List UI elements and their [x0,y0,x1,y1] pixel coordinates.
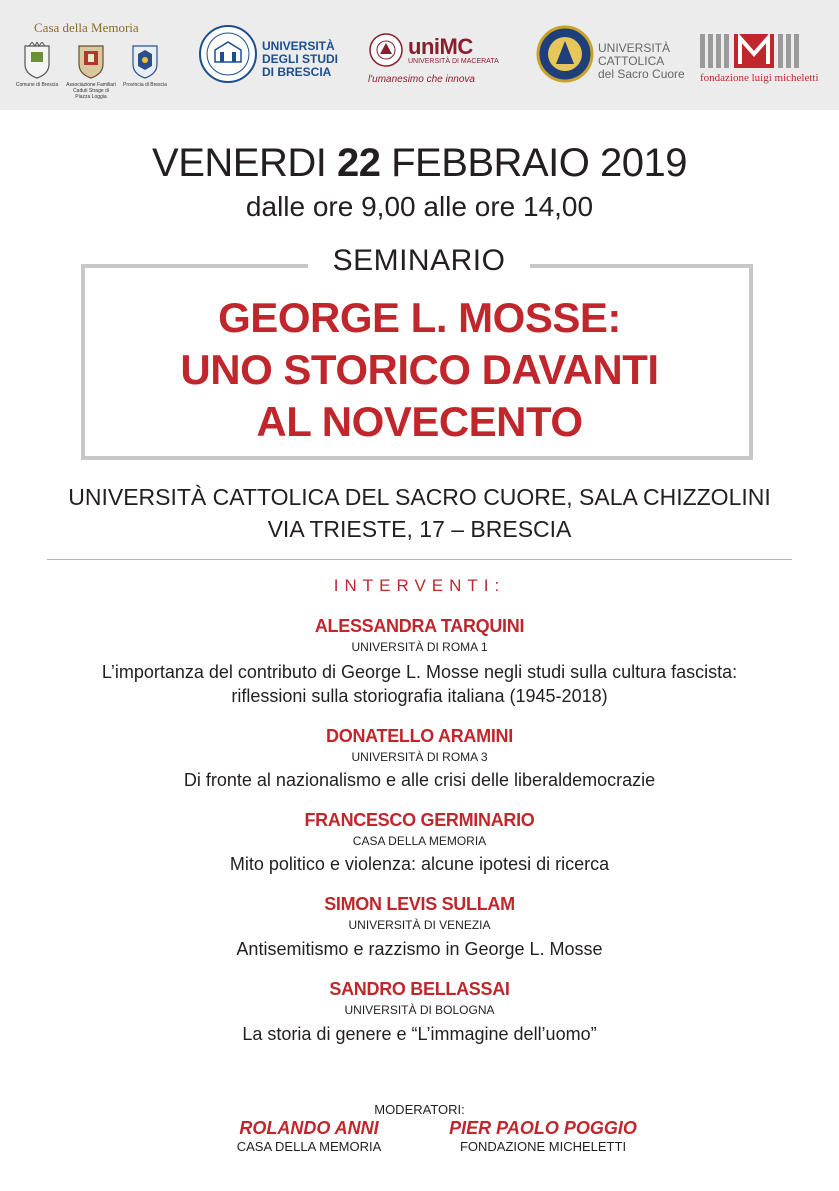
moderator-affiliation: FONDAZIONE MICHELETTI [459,1139,627,1154]
provincia-brescia-crest-icon [130,42,160,80]
section-divider [47,559,792,560]
speaker-name: SANDRO BELLASSAI [329,979,510,999]
crest-caption: Comune di Brescia [15,82,59,88]
ucsc-name-line: UNIVERSITÀ [598,41,671,55]
unibs-name [262,40,338,79]
date-month-year: FEBBRAIO 2019 [380,141,687,185]
unimc-tagline: l'umanesimo che innova [368,74,475,85]
talk-title: riflessioni sulla storiografia italiana (1945-2018) [231,686,608,706]
event-time: dalle ore 9,00 alle ore 14,00 [245,191,594,222]
ucsc-name-line: del Sacro Cuore [598,67,685,81]
speaker-affiliation: UNIVERSITÀ DI BOLOGNA [344,1003,495,1017]
speaker-affiliation: UNIVERSITÀ DI ROMA 3 [351,750,488,764]
speaker-affiliation: UNIVERSITÀ DI VENEZIA [348,918,491,932]
moderator-name: PIER PAOLO POGGIO [449,1118,637,1138]
talk-title: Antisemitismo e razzismo in George L. Mosse [236,939,603,959]
casa-della-memoria-logo [14,14,174,98]
seminar-title-line: AL NOVECENTO [256,398,583,445]
casa-della-memoria-title: Casa della Memoria [34,20,139,35]
talk-title: Di fronte al nazionalismo e alle crisi delle liberaldemocrazie [183,770,656,790]
logo-header [0,0,839,110]
crest-caption: Associazione Familiari Caduti Strage di Piazza Loggia [66,82,116,100]
micheletti-bars-icon [700,34,800,68]
unimc-seal-icon [368,32,404,68]
venue-address: VIA TRIESTE, 17 – BRESCIA [267,516,572,542]
moderator-affiliation: CASA DELLA MEMORIA [236,1139,382,1154]
unibs-seal-icon [198,24,258,84]
speaker-name: SIMON LEVIS SULLAM [324,894,515,914]
ucsc-name [598,42,685,81]
unibs-name-line: UNIVERSITÀ [262,39,335,53]
speaker-name: DONATELLO ARAMINI [326,726,513,746]
moderator [433,1118,653,1154]
moderator-name: ROLANDO ANNI [239,1118,379,1138]
moderator [209,1118,409,1154]
event-date [0,140,839,186]
unimc-subtitle: UNIVERSITÀ DI MACERATA [408,58,499,65]
unibs-name-line: DEGLI STUDI [262,52,339,66]
unibs-logo [198,14,338,98]
micheletti-name: fondazione luigi micheletti [700,72,819,84]
speaker-name: ALESSANDRA TARQUINI [314,616,525,636]
date-weekday: VENERDI [152,141,337,185]
associazione-familiari-crest-icon [76,42,106,80]
venue-line: UNIVERSITÀ CATTOLICA DEL SACRO CUORE, SALA CHIZZOLINI [68,484,771,510]
unimc-logo [368,14,508,98]
seminar-label: SEMINARIO [308,242,530,280]
seminar-title-line: UNO STORICO DAVANTI [180,346,659,393]
speaker-affiliation: CASA DELLA MEMORIA [352,834,487,848]
ucsc-seal-icon [536,24,594,84]
comune-brescia-crest-icon [22,42,52,80]
moderators-label: MODERATORI: [374,1102,465,1117]
program-heading: INTERVENTI: [333,576,506,595]
talk-title: Mito politico e violenza: alcune ipotesi di ricerca [229,854,610,874]
crest-caption: Provincia di Brescia [123,82,167,88]
unibs-name-line: DI BRESCIA [262,65,332,79]
ucsc-logo [536,14,686,98]
speaker-affiliation: UNIVERSITÀ DI ROMA 1 [351,640,488,654]
date-day: 22 [336,141,381,185]
talk-title: L’importanza del contributo di George L. Mosse negli studi sulla cultura fascista: [101,662,738,682]
ucsc-name-line: CATTOLICA [598,54,665,68]
fondazione-micheletti-logo [700,14,830,98]
unimc-wordmark: uniMC [408,34,473,59]
talk-title: La storia di genere e “L’immagine dell’uomo” [242,1024,597,1044]
seminar-title-line: GEORGE L. MOSSE: [218,294,621,341]
speaker-name: FRANCESCO GERMINARIO [304,810,535,830]
